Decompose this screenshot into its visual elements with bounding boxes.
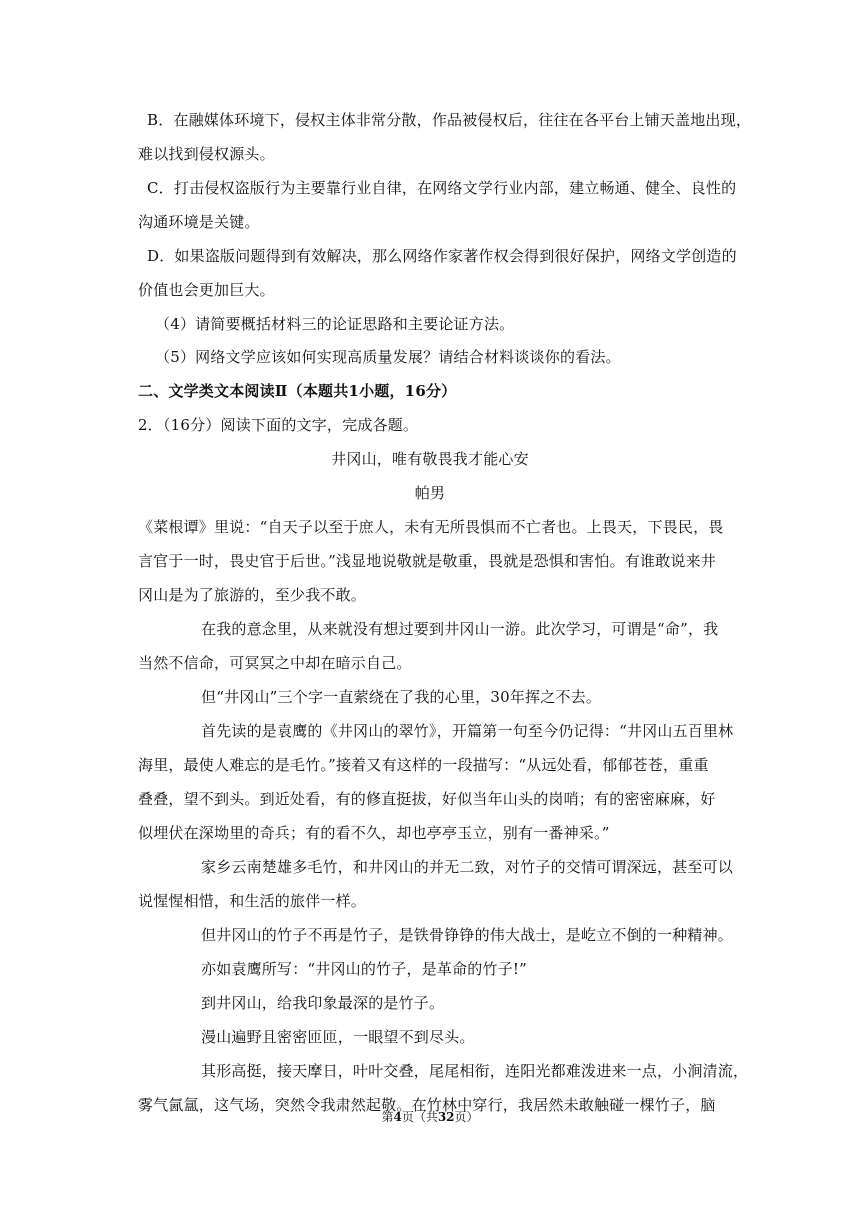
footer-total-pages: 32 [437,1110,455,1124]
option-b-line-2: 难以找到侵权源头。 [138,145,275,163]
option-c-line-1: C．打击侵权盗版行为主要靠行业自律，在网络文学行业内部，建立畅通、健全、良性的 [147,179,737,197]
footer-middle: 页（共 [401,1110,438,1124]
paragraph-line: 叠叠，望不到头。到近处看，有的修直挺拔，好似当年山头的岗哨；有的密密麻麻，好 [138,790,716,808]
question-4: （4）请简要概括材料三的论证思路和主要论证方法。 [155,315,515,333]
paragraph-line: 冈山是为了旅游的，至少我不敢。 [138,586,367,604]
paragraph-line: 海里，最使人难忘的是毛竹。”接着又有这样的一段描写：“从远处看，郁郁苍苍，重重 [138,756,709,774]
article-title: 井冈山，唯有敬畏我才能心安 [331,450,529,468]
paragraph-line: 说惺惺相惜，和生活的旅伴一样。 [138,892,367,910]
paragraph-line: 雾气氤氲，这气场，突然令我肃然起敬。在竹林中穿行，我居然未敢触碰一棵竹子，脑 [138,1096,716,1114]
paragraph-line: 亦如袁鹰所写：“井冈山的竹子，是革命的竹子!” [201,960,527,978]
paragraph-line: 言官于一时，畏史官于后世。”浅显地说敬就是敬重，畏就是恐惧和害怕。有谁敢说来井 [138,552,716,570]
paragraph-line: 到井冈山，给我印象最深的是竹子。 [201,994,445,1012]
paragraph-line: 其形高挺，接天摩日，叶叶交叠，尾尾相衔，连阳光都难泼进来一点，小涧清流， [201,1062,749,1080]
paragraph-line: 但“井冈山”三个字一直萦绕在了我的心里，30年挥之不去。 [201,688,602,706]
page-footer [0,1109,860,1125]
paragraph-line: 《菜根谭》里说：“自天子以至于庶人，未有无所畏惧而不亡者也。上畏天，下畏民，畏 [138,518,724,536]
paragraph-line: 漫山遍野且密密匝匝，一眼望不到尽头。 [201,1028,475,1046]
article-author: 帕男 [414,484,446,502]
paragraph-line: 但井冈山的竹子不再是竹子，是铁骨铮铮的伟大战士，是屹立不倒的一种精神。 [201,926,734,944]
option-c-line-2: 沟通环境是关键。 [138,213,260,231]
footer-page-number: 4 [393,1110,402,1124]
option-b-line-1: B．在融媒体环境下，侵权主体非常分散，作品被侵权后，往往在各平台上铺天盖地出现， [147,111,752,129]
footer-prefix: 第 [381,1110,394,1124]
paragraph-line: 首先读的是袁鹰的《井冈山的翠竹》，开篇第一句至今仍记得：“井冈山五百里林 [201,722,734,740]
footer-suffix: 页） [454,1110,479,1124]
question-5: （5）网络文学应该如何实现高质量发展？请结合材料谈谈你的看法。 [155,348,621,366]
paragraph-line: 似埋伏在深坳里的奇兵；有的看不久，却也亭亭玉立，别有一番神采。” [138,824,610,842]
paragraph-line: 当然不信命，可冥冥之中却在暗示自己。 [138,654,412,672]
paragraph-line: 家乡云南楚雄多毛竹，和井冈山的并无二致，对竹子的交情可谓深远，甚至可以 [201,858,734,876]
paragraph-line: 在我的意念里，从来就没有想过要到井冈山一游。此次学习，可谓是“命”，我 [201,620,719,638]
option-d-line-2: 价值也会更加巨大。 [138,281,275,299]
section-heading: 二、文学类文本阅读Ⅱ（本题共1小题，16分） [138,382,457,400]
option-d-line-1: D．如果盗版问题得到有效解决，那么网络作家著作权会得到很好保护，网络文学创造的 [147,247,737,265]
question-2-intro: 2．（16分）阅读下面的文字，完成各题。 [138,416,419,434]
